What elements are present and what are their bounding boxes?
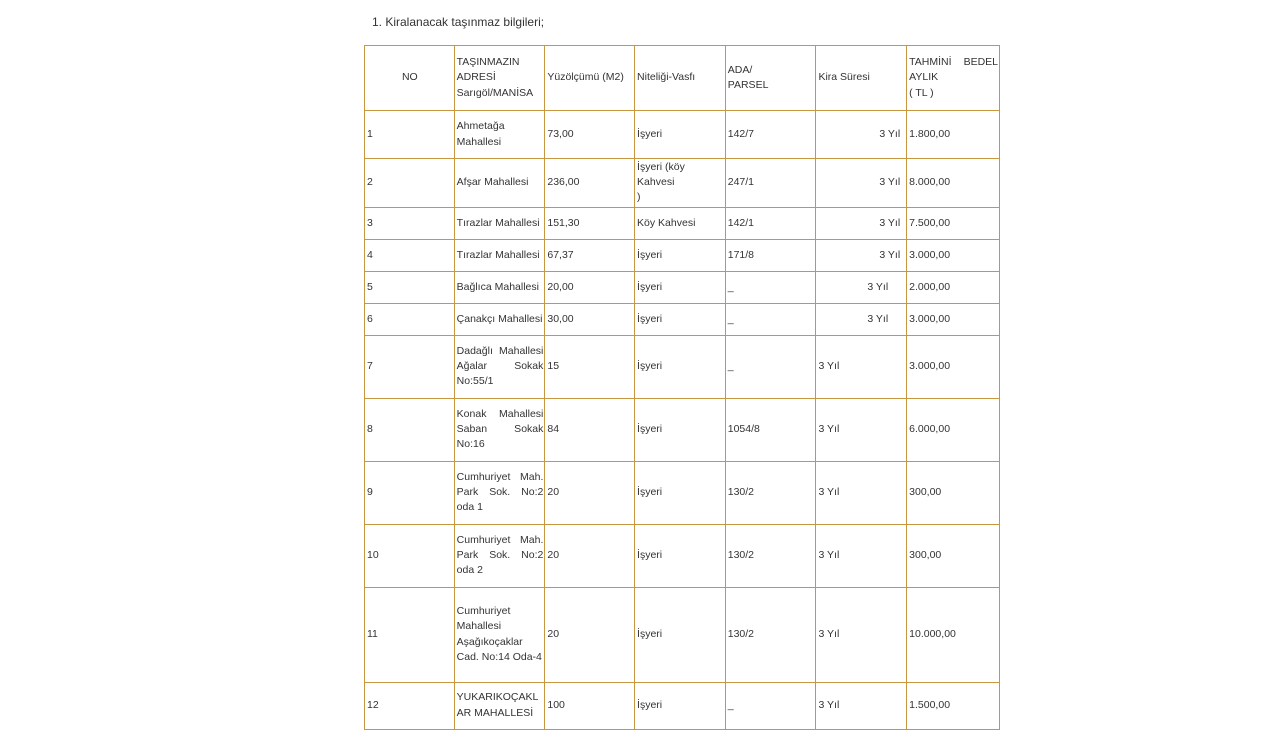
cell-ada-parsel [725,271,816,303]
cell-address [454,271,545,303]
cell-line: Mahallesi [456,620,502,633]
section-heading: 1. Kiralanacak taşınmaz bilgileri; [372,15,545,29]
cell-no [365,159,455,208]
table-row [365,682,1000,729]
cell-line: AR MAHALLESİ [456,706,534,719]
cell-kind [635,398,726,461]
cell-no [365,335,455,398]
cell-address [454,398,545,461]
cell-line: oda 1 [456,501,483,514]
cell-text: 20 [547,628,560,641]
table-row [365,159,1000,208]
cell-text: 3 Yıl [879,248,901,261]
cell-address [454,159,545,208]
table-row [365,398,1000,461]
cell-line: İşyeri [637,280,663,293]
cell-ada-parsel [725,207,816,239]
cell-text: 130/2 [727,628,755,641]
cell-address [454,239,545,271]
cell-fee [907,111,1000,159]
cell-area [545,398,635,461]
cell-text: 100 [547,699,565,712]
cell-text: 300,00 [909,549,942,562]
cell-text: 5 [367,280,373,293]
cell-text: 3 Yıl [818,486,840,499]
cell-text: 3 Yıl [818,628,840,641]
cell-term [816,587,907,682]
cell-term [816,111,907,159]
cell-text: _ [727,360,734,373]
cell-ada-parsel [725,335,816,398]
cell-address [454,461,545,524]
cell-text: 1 [367,127,373,140]
cell-kind [635,207,726,239]
cell-text: 11 [367,628,378,641]
cell-line: İşyeri [637,248,663,261]
cell-kind [635,335,726,398]
cell-area [545,239,635,271]
cell-line: İşyeri [637,699,663,712]
cell-kind [635,239,726,271]
cell-ada-parsel [725,111,816,159]
cell-text: 3 Yıl [879,127,901,140]
cell-kind [635,303,726,335]
cell-line: İşyeri [637,549,663,562]
cell-address [454,682,545,729]
cell-no [365,239,455,271]
cell-line: oda 2 [456,564,483,577]
cell-line: Afşar Mahallesi [456,176,529,189]
cell-area [545,207,635,239]
cell-area [545,111,635,159]
cell-text: _ [727,699,734,712]
cell-line: İşyeri [637,486,663,499]
cell-line: İşyeri [637,312,663,325]
cell-text: 142/7 [727,127,755,140]
cell-no [365,111,455,159]
cell-text: 151,30 [547,216,580,229]
cell-area [545,524,635,587]
cell-line: Ağalar Sokak [456,360,544,373]
table-row [365,239,1000,271]
property-table [364,45,1000,730]
cell-line: Cumhuriyet Mah. [456,533,544,546]
cell-ada-parsel [725,239,816,271]
cell-text: 3.000,00 [909,312,951,325]
cell-line: Bağlıca Mahallesi [456,280,539,293]
cell-text: 3 Yıl [818,423,840,436]
cell-fee [907,271,1000,303]
table-row [365,587,1000,682]
cell-text: 30,00 [547,312,574,325]
cell-term [816,682,907,729]
cell-kind [635,682,726,729]
cell-line: No:55/1 [456,375,494,388]
cell-area [545,587,635,682]
table-row [365,303,1000,335]
cell-text: _ [727,280,734,293]
cell-text: 9 [367,486,373,499]
cell-kind [635,461,726,524]
cell-term [816,335,907,398]
cell-text: 20,00 [547,280,574,293]
table-row [365,111,1000,159]
cell-line: İşyeri (köy Kahvesi [637,161,685,189]
cell-term [816,159,907,208]
cell-fee [907,682,1000,729]
cell-fee [907,239,1000,271]
cell-term [816,461,907,524]
cell-area [545,461,635,524]
cell-line: Konak Mahallesi [456,407,544,420]
cell-ada-parsel [725,524,816,587]
cell-line: Dadağlı Mahallesi [456,344,544,357]
cell-kind [635,111,726,159]
cell-text: 1.500,00 [909,699,951,712]
cell-text: 3 Yıl [818,699,840,712]
header-address: TAŞINMAZIN ADRESİ Sarıgöl/MANİSA [454,46,545,111]
cell-text: 3 Yıl [818,360,840,373]
cell-text: 171/8 [727,248,755,261]
cell-line: Mahallesi [456,135,502,148]
cell-text: 10.000,00 [909,628,956,641]
cell-ada-parsel [725,682,816,729]
cell-fee [907,335,1000,398]
cell-ada-parsel [725,398,816,461]
table-row [365,207,1000,239]
cell-text: 130/2 [727,486,755,499]
header-area: Yüzölçümü (M2) [545,46,635,111]
cell-fee [907,398,1000,461]
cell-fee [907,303,1000,335]
cell-text: 67,37 [547,248,574,261]
cell-ada-parsel [725,303,816,335]
cell-address [454,335,545,398]
cell-text: 6.000,00 [909,423,951,436]
cell-fee [907,461,1000,524]
cell-term [816,398,907,461]
header-no: NO [365,46,455,111]
cell-no [365,271,455,303]
cell-text: 10 [367,549,379,562]
cell-line: Çanakçı Mahallesi [456,312,543,325]
cell-text: 3 Yıl [879,216,901,229]
cell-line: Saban Sokak [456,423,544,436]
cell-no [365,587,455,682]
cell-text: 3 Yıl [879,176,901,189]
cell-term [816,271,907,303]
cell-text: 12 [367,699,379,712]
cell-line: İşyeri [637,127,663,140]
cell-text: 3.000,00 [909,360,951,373]
cell-address [454,303,545,335]
cell-text: 8 [367,423,373,436]
cell-address [454,524,545,587]
cell-text: 3 Yıl [867,280,889,293]
cell-line: Park Sok. No:2 [456,486,544,499]
cell-text: 1.800,00 [909,127,951,140]
cell-line: Köy Kahvesi [637,216,696,229]
cell-line: Cumhuriyet [456,605,511,618]
cell-address [454,111,545,159]
cell-area [545,303,635,335]
cell-area [545,682,635,729]
table-header-row [365,46,1000,111]
cell-text: 3.000,00 [909,248,951,261]
cell-line: Tırazlar Mahallesi [456,248,540,261]
cell-no [365,398,455,461]
cell-text: 3 [367,216,373,229]
cell-text: 4 [367,248,373,261]
cell-ada-parsel [725,587,816,682]
cell-text: 6 [367,312,373,325]
cell-line: YUKARIKOÇAKL [456,691,539,704]
cell-text: 247/1 [727,176,755,189]
cell-text: 130/2 [727,549,755,562]
cell-term [816,303,907,335]
cell-address [454,207,545,239]
cell-text: 20 [547,549,560,562]
cell-term [816,239,907,271]
cell-term [816,524,907,587]
cell-text: 8.000,00 [909,176,951,189]
cell-fee [907,207,1000,239]
cell-line: İşyeri [637,628,663,641]
cell-text: _ [727,312,734,325]
cell-text: 1054/8 [727,423,760,436]
cell-text: 2 [367,176,373,189]
cell-no [365,682,455,729]
cell-line: Aşağıkoçaklar [456,635,523,648]
cell-no [365,461,455,524]
cell-area [545,159,635,208]
cell-ada-parsel [725,461,816,524]
header-fee: TAHMİNİ BEDEL AYLIK ( TL ) [907,46,1000,111]
cell-fee [907,524,1000,587]
cell-ada-parsel [725,159,816,208]
header-kind: Niteliği-Vasfı [635,46,726,111]
cell-text: 84 [547,423,560,436]
cell-line: ) [637,191,641,204]
cell-line: Cad. No:14 Oda-4 [456,650,542,663]
cell-kind [635,587,726,682]
cell-text: 3 Yıl [818,549,840,562]
cell-kind [635,271,726,303]
cell-line: Cumhuriyet Mah. [456,470,544,483]
cell-line: İşyeri [637,360,663,373]
cell-text: 300,00 [909,486,942,499]
table-row [365,271,1000,303]
cell-kind [635,524,726,587]
cell-no [365,303,455,335]
cell-text: 236,00 [547,176,580,189]
cell-text: 142/1 [727,216,755,229]
cell-text: 20 [547,486,560,499]
cell-text: 15 [547,360,560,373]
header-ada-parsel: ADA/ PARSEL [725,46,816,111]
cell-line: No:16 [456,438,485,451]
cell-text: 3 Yıl [867,312,889,325]
cell-no [365,207,455,239]
cell-area [545,271,635,303]
table-row [365,461,1000,524]
cell-area [545,335,635,398]
table-row [365,335,1000,398]
cell-address [454,587,545,682]
cell-text: 7 [367,360,373,373]
cell-line: İşyeri [637,423,663,436]
cell-kind [635,159,726,208]
cell-term [816,207,907,239]
cell-text: 2.000,00 [909,280,951,293]
cell-line: Tırazlar Mahallesi [456,216,540,229]
cell-fee [907,159,1000,208]
cell-line: Park Sok. No:2 [456,549,544,562]
table-row [365,524,1000,587]
cell-fee [907,587,1000,682]
cell-text: 7.500,00 [909,216,951,229]
cell-text: 73,00 [547,127,574,140]
header-term: Kira Süresi [816,46,907,111]
cell-no [365,524,455,587]
cell-line: Ahmetağa [456,120,505,133]
